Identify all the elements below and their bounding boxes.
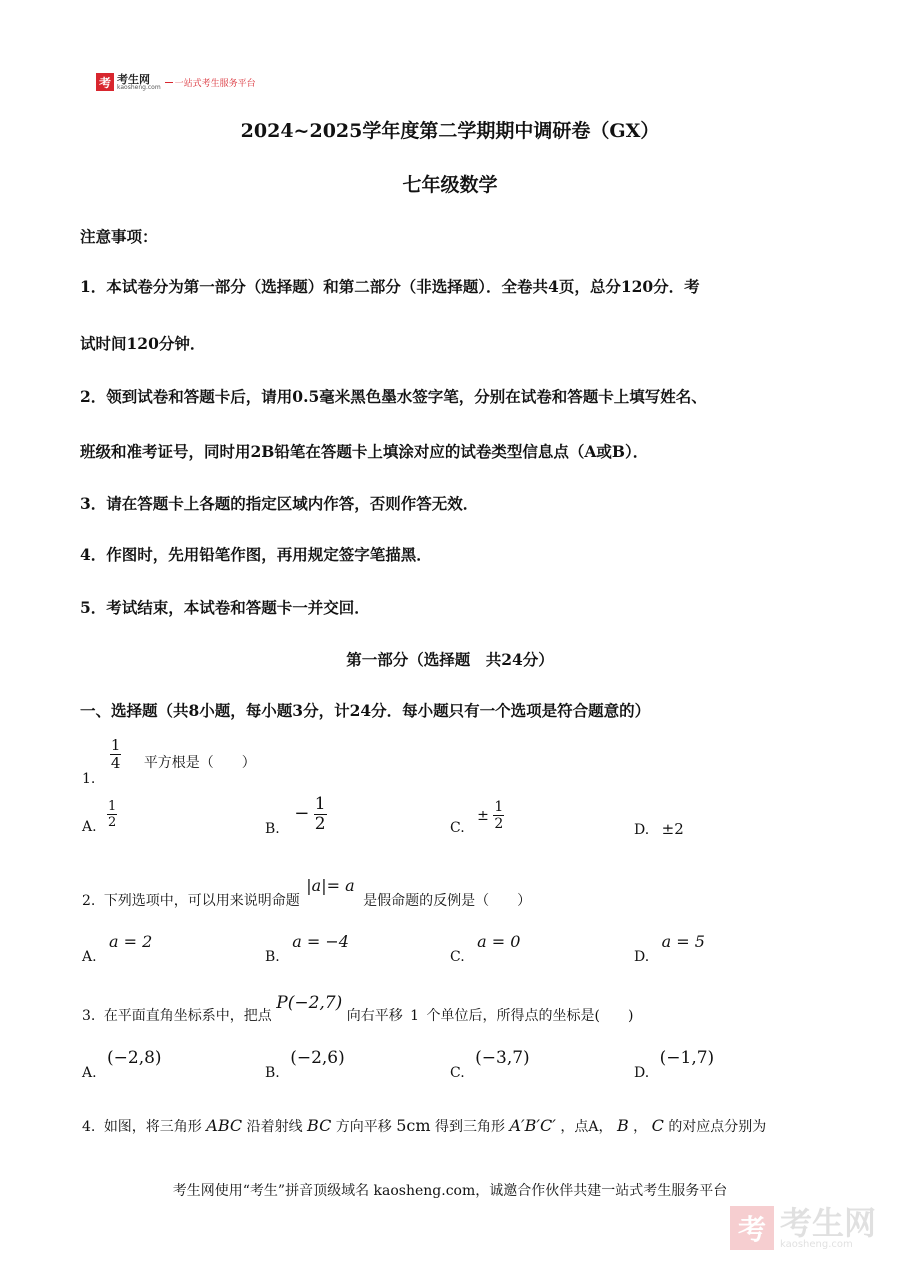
- kaosheng-watermark-icon: 考: [730, 1206, 774, 1250]
- option-c: [450, 932, 521, 965]
- option-value: a = −4: [292, 932, 349, 951]
- math-expression: A′B′C′: [509, 1116, 556, 1135]
- fraction-denominator: 2: [314, 814, 326, 834]
- question-number: 2.: [82, 893, 96, 909]
- option-value: (−2,6): [290, 1048, 345, 1068]
- question-text: 是假命题的反例是（ ）: [363, 893, 532, 909]
- question-number: 3.: [82, 1008, 96, 1024]
- question-text: 下列选项中，可以用来说明命题: [103, 893, 300, 909]
- header-logo: [96, 70, 256, 94]
- question-text: 如图，将三角形: [103, 1119, 202, 1135]
- logo-divider: [165, 82, 173, 83]
- question-text: ，点A，: [560, 1119, 613, 1135]
- page-footer: 考生网使用“考生”拼音顶级域名 kaosheng.com，诚邀合作伙伴共建一站式考生服务平台: [172, 1183, 728, 1199]
- logo-slogan: 一站式考生服务平台: [174, 78, 256, 89]
- option-value: (−2,8): [107, 1048, 162, 1068]
- option-a: [82, 1048, 162, 1081]
- question-3: [82, 993, 634, 1024]
- option-value: (−1,7): [659, 1048, 715, 1068]
- question-number: 1.: [82, 770, 96, 787]
- option-value: (−3,7): [475, 1048, 530, 1068]
- question-text: 得到三角形: [435, 1119, 505, 1135]
- question-number: 4.: [82, 1119, 96, 1135]
- notice-line: 班级和准考证号，同时用2B铅笔在答题卡上填涂对应的试卷类型信息点（A或B）．: [80, 442, 649, 461]
- watermark-domain: kaosheng.com: [779, 1238, 853, 1250]
- option-value: a = 5: [661, 932, 705, 951]
- watermark-name: 考生网: [779, 1203, 876, 1242]
- exam-subtitle: 七年级数学: [402, 174, 498, 196]
- question-text: 在平面直角坐标系中，把点: [103, 1008, 272, 1024]
- option-c: [450, 1048, 530, 1081]
- section1-heading: 一、选择题（共8小题，每小题3分，计24分．每小题只有一个选项是符合题意的）: [80, 701, 651, 720]
- notice-line: 5．考试结束，本试卷和答题卡一并交回．: [80, 598, 370, 617]
- option-value: a = 0: [477, 932, 521, 951]
- fraction-numerator: 1: [494, 799, 504, 815]
- option-b: [265, 794, 327, 837]
- fraction-denominator: 2: [108, 815, 117, 830]
- part1-heading: 第一部分（选择题 共24分）: [346, 650, 554, 669]
- logo-domain: kaosheng.com: [117, 83, 161, 91]
- math-expression: ABC: [206, 1116, 243, 1135]
- question-text: ，: [633, 1119, 648, 1135]
- number: 1: [410, 1008, 420, 1024]
- notice-line: 3．请在答题卡上各题的指定区域内作答，否则作答无效．: [80, 494, 479, 513]
- fraction: [107, 800, 117, 829]
- watermark: [730, 1203, 876, 1250]
- option-label: C.: [450, 819, 465, 836]
- option-a: [82, 799, 117, 835]
- option-b: [265, 1048, 345, 1081]
- option-d: [634, 932, 705, 965]
- logo-name: 考生网: [117, 72, 150, 86]
- question-text: 的对应点分别为: [668, 1119, 767, 1135]
- notice-heading: 注意事项：: [80, 227, 158, 246]
- option-d: [634, 1048, 715, 1081]
- option-value: a = 2: [109, 932, 153, 951]
- question-2: [82, 876, 532, 909]
- option-label: D.: [634, 949, 650, 965]
- option-label: B.: [265, 820, 280, 837]
- option-label: D.: [634, 1065, 650, 1081]
- math-expression: P(−2,7): [276, 993, 343, 1013]
- fraction-numerator: 1: [110, 736, 121, 754]
- fraction: [110, 738, 122, 771]
- question-text: 向右平移: [346, 1008, 403, 1024]
- option-c: [450, 799, 504, 836]
- question-1: [82, 736, 256, 787]
- question-text: 沿着射线: [246, 1119, 303, 1135]
- math-expression: C: [651, 1116, 664, 1135]
- option-label: A.: [82, 1065, 97, 1081]
- fraction-denominator: 4: [110, 754, 121, 772]
- option-b: [265, 932, 349, 965]
- fraction-numerator: 1: [108, 799, 117, 814]
- question-text: 方向平移: [335, 1119, 392, 1135]
- option-label: A.: [82, 818, 97, 835]
- plus-minus-sign: ±: [477, 807, 489, 824]
- notice-line: 1．本试卷分为第一部分（选择题）和第二部分（非选择题）．全卷共4页，总分120分．考: [80, 277, 700, 296]
- question-4: [82, 1116, 766, 1136]
- notice-line: 4．作图时，先用铅笔作图，再用规定签字笔描黑．: [80, 545, 432, 564]
- logo-text: [117, 74, 161, 91]
- kaosheng-logo-icon: 考: [96, 73, 114, 91]
- math-expression: B: [616, 1116, 629, 1135]
- math-expression: |a|= a: [306, 876, 355, 895]
- fraction-denominator: 2: [494, 816, 504, 832]
- option-label: C.: [450, 1065, 465, 1081]
- notice-line: 2．领到试卷和答题卡后，请用0.5毫米黑色墨水签字笔，分别在试卷和答题卡上填写姓名、: [80, 387, 707, 406]
- option-label: C.: [450, 949, 465, 965]
- option-value: ±2: [661, 820, 684, 838]
- option-label: A.: [82, 949, 97, 965]
- exam-title: 2024~2025学年度第二学期期中调研卷（GX）: [240, 120, 660, 142]
- option-label: D.: [634, 822, 650, 838]
- fraction: [493, 800, 504, 831]
- question-text: 个单位后，所得点的坐标是( ): [426, 1008, 634, 1024]
- watermark-text: [779, 1203, 876, 1250]
- minus-sign: −: [294, 802, 310, 824]
- option-a: [82, 932, 153, 965]
- math-expression: 5cm: [396, 1116, 431, 1135]
- option-d: [634, 820, 684, 838]
- notice-line: 试时间120分钟．: [80, 334, 206, 353]
- question-text: 平方根是（ ）: [143, 754, 256, 771]
- option-label: B.: [265, 1065, 280, 1081]
- fraction-numerator: 1: [314, 794, 326, 814]
- option-label: B.: [265, 949, 280, 965]
- math-expression: BC: [307, 1116, 332, 1135]
- fraction: [314, 796, 327, 833]
